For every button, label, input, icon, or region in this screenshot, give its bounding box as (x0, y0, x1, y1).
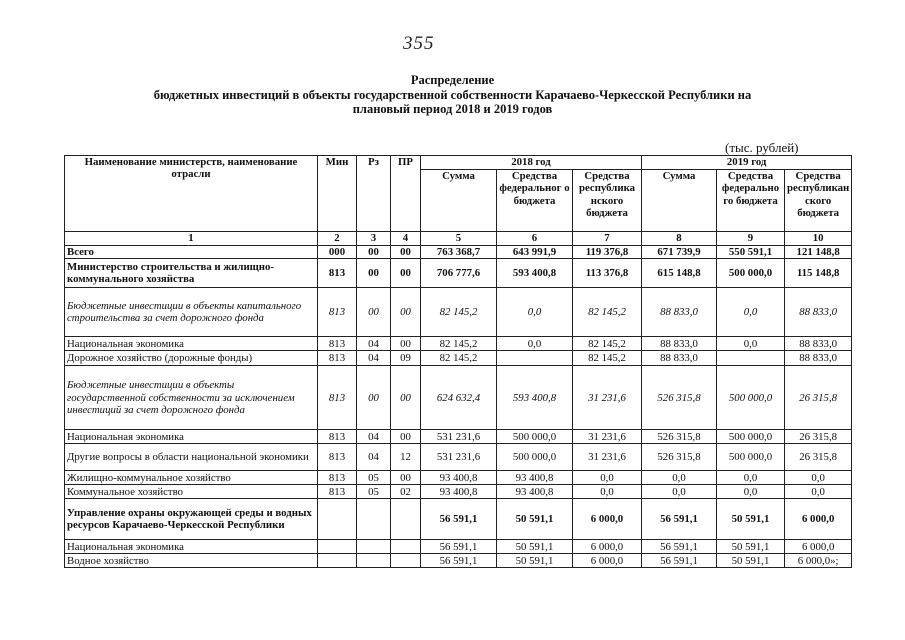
table-row (65, 366, 852, 430)
row-min: 813 (318, 485, 357, 499)
row-name: Управление охраны окружающей среды и водных ресурсов Карачаево-Черкесской Республики (65, 499, 318, 540)
row-min (318, 499, 357, 540)
row-sum-2019: 526 315,8 (642, 444, 717, 471)
row-min: 813 (318, 337, 357, 351)
row-federal-2018: 593 400,8 (497, 366, 573, 430)
row-federal-2018 (497, 351, 573, 366)
row-republic-2018: 82 145,2 (573, 337, 642, 351)
units-label: (тыс. рублей) (725, 140, 799, 155)
row-min: 813 (318, 471, 357, 485)
row-min: 813 (318, 366, 357, 430)
row-rz (357, 554, 391, 568)
row-name: Национальная экономика (65, 430, 318, 444)
row-sum-2018: 56 591,1 (421, 554, 497, 568)
row-sum-2019: 615 148,8 (642, 259, 717, 288)
row-pr: 00 (391, 288, 421, 337)
row-republic-2018: 31 231,6 (573, 444, 642, 471)
row-rz: 04 (357, 351, 391, 366)
row-federal-2018: 643 991,9 (497, 246, 573, 259)
title-line-2: бюджетных инвестиций в объекты государственной собственности Карачаево-Черкесской Республики на (153, 87, 752, 102)
header-year-2018: 2018 год (421, 156, 642, 170)
row-name: Другие вопросы в области национальной экономики (65, 444, 318, 471)
row-name: Водное хозяйство (65, 554, 318, 568)
header-rz: Рз (357, 156, 391, 232)
row-sum-2019: 56 591,1 (642, 540, 717, 554)
table-row (65, 540, 852, 554)
row-federal-2018: 93 400,8 (497, 485, 573, 499)
header-min: Мин (318, 156, 357, 232)
row-federal-2018: 0,0 (497, 288, 573, 337)
budget-table (64, 155, 852, 568)
row-republic-2018: 82 145,2 (573, 351, 642, 366)
row-federal-2018: 93 400,8 (497, 471, 573, 485)
row-federal-2019: 550 591,1 (717, 246, 785, 259)
column-number: 8 (642, 232, 717, 246)
row-republic-2018: 31 231,6 (573, 366, 642, 430)
row-name: Министерство строительства и жилищно-коммунального хозяйства (65, 259, 318, 288)
row-republic-2019: 88 833,0 (785, 351, 852, 366)
table-body (65, 156, 852, 568)
row-min: 813 (318, 444, 357, 471)
row-sum-2019: 0,0 (642, 471, 717, 485)
row-sum-2018: 93 400,8 (421, 471, 497, 485)
row-name: Национальная экономика (65, 540, 318, 554)
title-line-3: плановый период 2018 и 2019 годов (352, 102, 553, 116)
column-number: 6 (497, 232, 573, 246)
row-rz: 05 (357, 471, 391, 485)
row-federal-2019: 500 000,0 (717, 444, 785, 471)
row-sum-2018: 93 400,8 (421, 485, 497, 499)
row-sum-2018: 82 145,2 (421, 288, 497, 337)
header-federal-2019: Средства федерально го бюджета (717, 170, 785, 232)
row-pr (391, 540, 421, 554)
row-republic-2018: 82 145,2 (573, 288, 642, 337)
row-pr: 00 (391, 471, 421, 485)
row-republic-2019: 0,0 (785, 471, 852, 485)
row-federal-2018: 50 591,1 (497, 554, 573, 568)
row-min: 813 (318, 430, 357, 444)
row-sum-2018: 531 231,6 (421, 444, 497, 471)
row-republic-2018: 119 376,8 (573, 246, 642, 259)
row-republic-2018: 31 231,6 (573, 430, 642, 444)
header-pr: ПР (391, 156, 421, 232)
row-federal-2019: 500 000,0 (717, 366, 785, 430)
row-rz: 04 (357, 430, 391, 444)
row-sum-2019: 56 591,1 (642, 554, 717, 568)
row-republic-2018: 0,0 (573, 485, 642, 499)
row-republic-2018: 113 376,8 (573, 259, 642, 288)
header-federal-2018: Средства федеральног о бюджета (497, 170, 573, 232)
table-row (65, 430, 852, 444)
row-federal-2018: 500 000,0 (497, 444, 573, 471)
row-federal-2019: 50 591,1 (717, 499, 785, 540)
column-number: 5 (421, 232, 497, 246)
row-republic-2018: 6 000,0 (573, 499, 642, 540)
row-rz (357, 540, 391, 554)
table-row (65, 485, 852, 499)
row-sum-2018: 706 777,6 (421, 259, 497, 288)
column-number-row (65, 232, 852, 246)
column-number: 9 (717, 232, 785, 246)
table-row (65, 351, 852, 366)
row-pr: 02 (391, 485, 421, 499)
row-pr (391, 499, 421, 540)
row-federal-2019: 500 000,0 (717, 430, 785, 444)
row-name: Коммунальное хозяйство (65, 485, 318, 499)
header-sum-2018: Сумма (421, 170, 497, 232)
row-rz: 04 (357, 444, 391, 471)
column-number: 10 (785, 232, 852, 246)
row-pr: 12 (391, 444, 421, 471)
row-federal-2019: 0,0 (717, 288, 785, 337)
row-pr: 00 (391, 366, 421, 430)
row-min: 813 (318, 288, 357, 337)
header-row-years (65, 156, 852, 170)
row-federal-2018: 50 591,1 (497, 540, 573, 554)
header-name: Наименование министерств, наименование отрасли (65, 156, 318, 232)
row-republic-2018: 0,0 (573, 471, 642, 485)
row-republic-2019: 115 148,8 (785, 259, 852, 288)
row-name: Бюджетные инвестиции в объекты капитального строительства за счет дорожного фонда (65, 288, 318, 337)
row-sum-2018: 56 591,1 (421, 540, 497, 554)
row-min: 813 (318, 259, 357, 288)
row-sum-2018: 82 145,2 (421, 351, 497, 366)
row-rz: 04 (357, 337, 391, 351)
table-row (65, 288, 852, 337)
row-republic-2018: 6 000,0 (573, 540, 642, 554)
row-name: Всего (65, 246, 318, 259)
table-row (65, 471, 852, 485)
table-row (65, 259, 852, 288)
column-number: 1 (65, 232, 318, 246)
row-federal-2018: 593 400,8 (497, 259, 573, 288)
row-rz: 00 (357, 288, 391, 337)
row-federal-2018: 50 591,1 (497, 499, 573, 540)
row-sum-2019: 526 315,8 (642, 366, 717, 430)
row-republic-2019: 26 315,8 (785, 430, 852, 444)
table-row (65, 444, 852, 471)
row-federal-2019: 0,0 (717, 337, 785, 351)
row-sum-2019: 526 315,8 (642, 430, 717, 444)
column-number: 3 (357, 232, 391, 246)
table-row (65, 246, 852, 259)
row-federal-2019: 50 591,1 (717, 554, 785, 568)
row-min: 813 (318, 351, 357, 366)
row-pr: 00 (391, 246, 421, 259)
row-sum-2019: 56 591,1 (642, 499, 717, 540)
row-sum-2018: 763 368,7 (421, 246, 497, 259)
row-republic-2019: 6 000,0»; (785, 554, 852, 568)
row-sum-2019: 88 833,0 (642, 337, 717, 351)
row-name: Жилищно-коммунальное хозяйство (65, 471, 318, 485)
row-name: Дорожное хозяйство (дорожные фонды) (65, 351, 318, 366)
row-federal-2019: 500 000,0 (717, 259, 785, 288)
row-republic-2019: 0,0 (785, 485, 852, 499)
row-sum-2018: 82 145,2 (421, 337, 497, 351)
row-federal-2019 (717, 351, 785, 366)
header-year-2019: 2019 год (642, 156, 852, 170)
row-republic-2019: 26 315,8 (785, 444, 852, 471)
row-republic-2019: 6 000,0 (785, 540, 852, 554)
row-federal-2019: 0,0 (717, 471, 785, 485)
row-sum-2019: 671 739,9 (642, 246, 717, 259)
document-title (0, 73, 905, 117)
row-republic-2019: 121 148,8 (785, 246, 852, 259)
row-rz: 00 (357, 246, 391, 259)
row-min: 000 (318, 246, 357, 259)
row-sum-2019: 0,0 (642, 485, 717, 499)
row-republic-2019: 88 833,0 (785, 288, 852, 337)
row-sum-2019: 88 833,0 (642, 351, 717, 366)
row-rz: 05 (357, 485, 391, 499)
row-rz: 00 (357, 366, 391, 430)
column-number: 2 (318, 232, 357, 246)
column-number: 4 (391, 232, 421, 246)
row-rz (357, 499, 391, 540)
row-republic-2018: 6 000,0 (573, 554, 642, 568)
row-federal-2018: 0,0 (497, 337, 573, 351)
page-number: 355 (403, 33, 435, 54)
row-republic-2019: 6 000,0 (785, 499, 852, 540)
row-sum-2019: 88 833,0 (642, 288, 717, 337)
row-pr (391, 554, 421, 568)
column-number: 7 (573, 232, 642, 246)
row-rz: 00 (357, 259, 391, 288)
row-pr: 00 (391, 430, 421, 444)
row-republic-2019: 26 315,8 (785, 366, 852, 430)
row-republic-2019: 88 833,0 (785, 337, 852, 351)
header-republic-2018: Средства республика нского бюджета (573, 170, 642, 232)
row-pr: 00 (391, 337, 421, 351)
row-pr: 00 (391, 259, 421, 288)
row-name: Бюджетные инвестиции в объекты государственной собственности за исключением инвестиций за счет дорожного фонда (65, 366, 318, 430)
row-pr: 09 (391, 351, 421, 366)
row-sum-2018: 56 591,1 (421, 499, 497, 540)
row-federal-2018: 500 000,0 (497, 430, 573, 444)
header-republic-2019: Средства республикан ского бюджета (785, 170, 852, 232)
title-line-1: Распределение (410, 73, 495, 87)
row-sum-2018: 624 632,4 (421, 366, 497, 430)
header-sum-2019: Сумма (642, 170, 717, 232)
row-min (318, 554, 357, 568)
row-min (318, 540, 357, 554)
table-row (65, 499, 852, 540)
table-row (65, 337, 852, 351)
row-federal-2019: 50 591,1 (717, 540, 785, 554)
row-name: Национальная экономика (65, 337, 318, 351)
row-federal-2019: 0,0 (717, 485, 785, 499)
table-row (65, 554, 852, 568)
row-sum-2018: 531 231,6 (421, 430, 497, 444)
